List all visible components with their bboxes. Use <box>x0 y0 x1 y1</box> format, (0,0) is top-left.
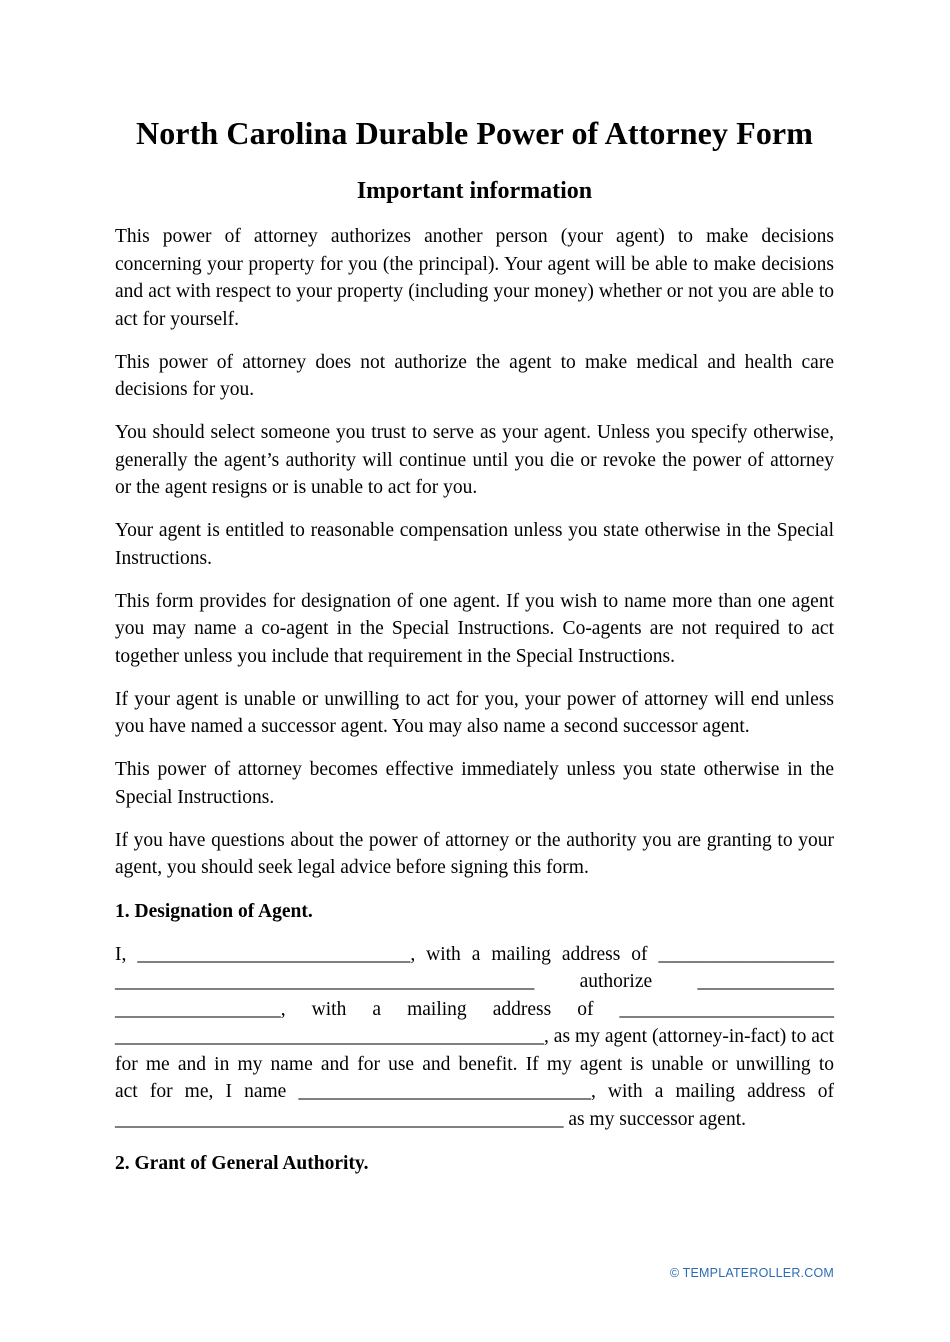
section-2-heading: 2. Grant of General Authority. <box>115 1153 369 1174</box>
info-paragraph: This power of attorney authorizes another person (your agent) to make decisions concerning your property for you (the principal). Your agent will be able to make decisions and act with respect to your property (including your money) whether or not you are able to act for yourself. <box>115 226 834 330</box>
fill-in-line: _________________, with a mailing address of ______________________ <box>115 998 834 1020</box>
document-page <box>115 112 834 1178</box>
section-subtitle: Important information <box>356 178 593 204</box>
agent-designation-block <box>115 941 834 1134</box>
fill-in-line: for me and in my name and for use and benefit. If my agent is unable or unwilling to <box>115 1053 834 1075</box>
info-paragraph: If you have questions about the power of attorney or the authority you are granting to your agent, you should seek legal advice before signing this form. <box>115 829 834 878</box>
document-title: North Carolina Durable Power of Attorney Form <box>136 115 813 151</box>
footer-copyright-link[interactable]: © TEMPLATEROLLER.COM <box>669 1266 834 1280</box>
info-paragraph: You should select someone you trust to serve as your agent. Unless you specify otherwise, generally the agent’s authority will continue until you die or revoke the power of attorney or the agent resigns or is unable to act for you. <box>115 422 834 498</box>
info-paragraph: This form provides for designation of one agent. If you wish to name more than one agent you may name a co-agent in the Special Instructions. Co-agents are not required to act together unless you include that requirement in the Special Instructions. <box>115 590 834 667</box>
info-paragraph: This power of attorney becomes effective immediately unless you state otherwise in the Special Instructions. <box>115 759 834 808</box>
fill-in-line: ______________________________________________ as my successor agent. <box>115 1108 746 1130</box>
info-paragraph: If your agent is unable or unwilling to act for you, your power of attorney will end unless you have named a successor agent. You may also name a second successor agent. <box>115 688 834 737</box>
section-1-heading: 1. Designation of Agent. <box>115 900 313 922</box>
fill-in-line: act for me, I name ______________________________, with a mailing address of <box>115 1081 834 1102</box>
fill-in-line: ____________________________________________, as my agent (attorney-in-fact) to act <box>115 1026 834 1047</box>
fill-in-line: ___________________________________________ authorize ______________ <box>115 971 834 992</box>
fill-in-line: I, ____________________________, with a mailing address of __________________ <box>115 943 834 965</box>
info-paragraph: This power of attorney does not authorize the agent to make medical and health care decisions for you. <box>115 351 834 400</box>
info-paragraph: Your agent is entitled to reasonable compensation unless you state otherwise in the Special Instructions. <box>115 520 834 569</box>
